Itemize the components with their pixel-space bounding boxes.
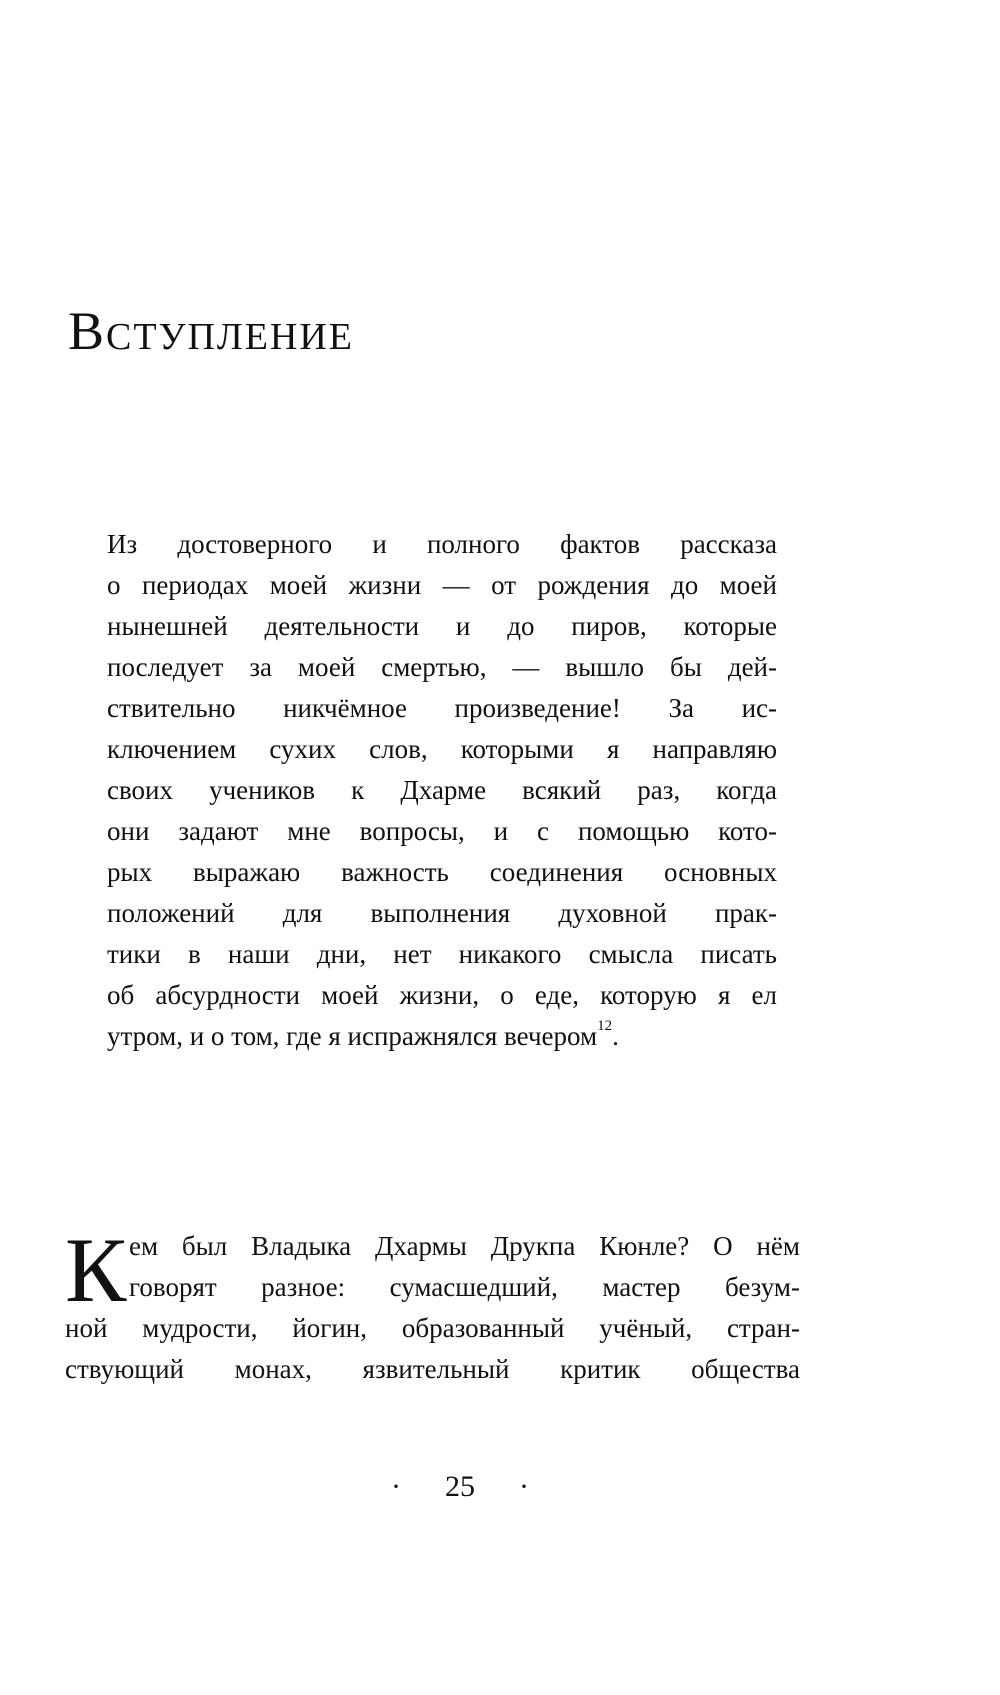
footnote-ref[interactable]: 12 <box>597 1018 613 1034</box>
drop-cap: К <box>65 1219 127 1321</box>
text-line: утром, и о том, где я испражнялся вечером <box>107 1021 598 1051</box>
page-number-dot-left: · <box>391 1470 401 1503</box>
page-number <box>0 1470 920 1504</box>
text-line: об абсурдности моей жизни, о еде, которую я ел <box>107 980 777 1010</box>
text-line: последует за моей смертью, — вышло бы дей- <box>107 652 777 682</box>
text-line: рых выражаю важность соединения основных <box>107 857 777 887</box>
page-number-dot-right: · <box>519 1470 529 1503</box>
page-number-value: 25 <box>445 1470 475 1503</box>
text-line: они задают мне вопросы, и с помощью кото- <box>107 816 777 846</box>
text-line: ной мудрости, йогин, образованный учёный, стран- <box>65 1313 800 1343</box>
text-line: о периодах моей жизни — от рождения до моей <box>107 570 777 600</box>
end-punctuation: . <box>612 1021 619 1051</box>
epigraph-paragraph <box>107 524 777 1057</box>
chapter-title: Вступление <box>68 301 355 361</box>
text-line: ствующий монах, язвительный критик общества <box>65 1354 800 1384</box>
text-line: ключением сухих слов, которыми я направляю <box>107 734 777 764</box>
text-line: своих учеников к Дхарме всякий раз, когда <box>107 775 777 805</box>
text-line: нынешней деятельности и до пиров, которые <box>107 611 777 641</box>
text-line: положений для выполнения духовной прак- <box>107 898 777 928</box>
text-line: ствительно никчёмное произведение! За ис- <box>107 693 777 723</box>
text-line: ем был Владыка Дхармы Друкпа Кюнле? О нём <box>129 1231 800 1261</box>
body-paragraph <box>65 1219 800 1390</box>
text-line-last <box>107 1016 777 1057</box>
text-line: Из достоверного и полного фактов рассказа <box>107 529 777 559</box>
text-line: тики в наши дни, нет никакого смысла писать <box>107 939 777 969</box>
text-line: говорят разное: сумасшедший, мастер безум- <box>129 1272 800 1302</box>
